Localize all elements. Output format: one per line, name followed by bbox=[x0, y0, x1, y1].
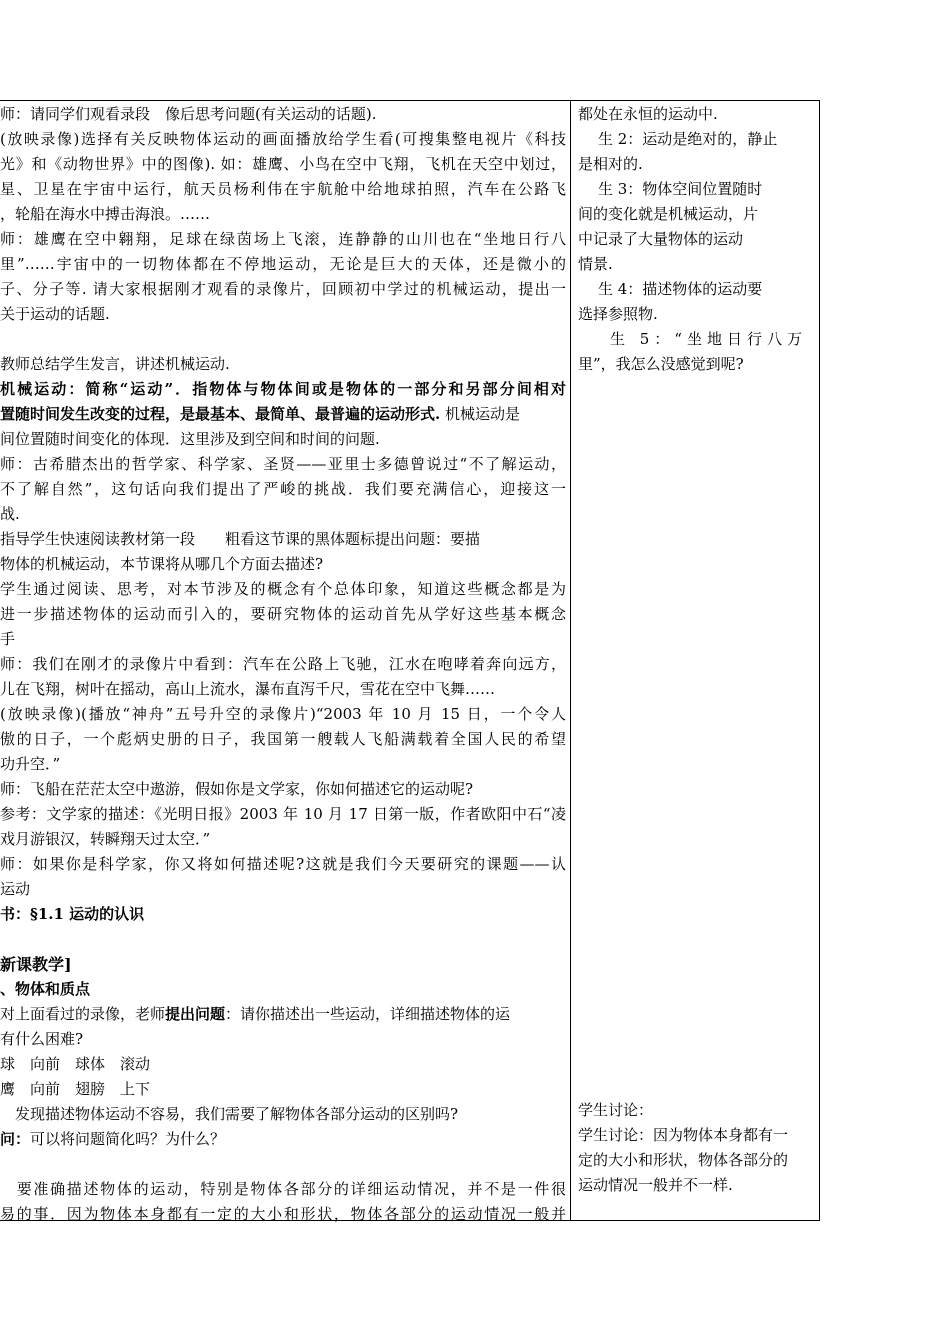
line-text: 里”……宇宙中的一切物体都在不停地运动，无论是巨大的天体，还是微小的 bbox=[0, 255, 566, 273]
lesson-line bbox=[0, 627, 566, 652]
line-text: 功升空．” bbox=[0, 755, 61, 773]
line-text: 戏月游银汉，转瞬翔天过太空．” bbox=[0, 830, 211, 848]
lesson-line bbox=[0, 1027, 566, 1052]
line-text: 要准确描述物体的运动，特别是物体各部分的详细运动情况，并不是一件很 bbox=[0, 1180, 566, 1198]
lesson-line bbox=[0, 827, 566, 852]
line-text: 机械运动是 bbox=[440, 405, 521, 423]
line-text: 不了解自然”，这句话向我们提出了严峻的挑战．我们要充满信心，迎接这一 bbox=[0, 480, 566, 498]
line-text: 球 向前 球体 滚动 bbox=[0, 1055, 151, 1073]
student-activity-column bbox=[578, 102, 816, 1198]
line-text: 星、卫星在宇宙中运行，航天员杨利伟在宇航舱中给地球拍照，汽车在公路飞 bbox=[0, 180, 566, 198]
line-text: ，轮船在海水中搏击海浪。…… bbox=[0, 205, 211, 223]
line-text: 间位置随时间变化的体现．这里涉及到空间和时间的问题. bbox=[0, 430, 380, 448]
lesson-line bbox=[0, 302, 566, 327]
line-text: 可以将问题简化吗？为什么？ bbox=[30, 1130, 226, 1148]
student-discussion-line: 定的大小和形状，物体各部分的 bbox=[578, 1151, 789, 1169]
student-discussion-line: 运动情况一般并不一样. bbox=[578, 1176, 733, 1194]
line-text: 学生通过阅读、思考，对本节涉及的概念有个总体印象，知道这些概念都是为 bbox=[0, 580, 566, 598]
lesson-line bbox=[0, 1202, 566, 1227]
lesson-line bbox=[0, 202, 566, 227]
lesson-line bbox=[0, 902, 566, 927]
line-text: 对上面看过的录像，老师 bbox=[0, 1005, 166, 1023]
lesson-line bbox=[0, 177, 566, 202]
line-text: 教师总结学生发言，讲述机械运动. bbox=[0, 355, 230, 373]
student-line: 生 2：运动是绝对的，静止 bbox=[598, 130, 778, 148]
lesson-line bbox=[0, 552, 566, 577]
lesson-line bbox=[0, 977, 566, 1002]
line-text: 参考：文学家的描述：《光明日报》2003 年 10 月 17 日第一版，作者欧阳中石“凌 bbox=[0, 805, 566, 823]
lesson-line bbox=[0, 152, 566, 177]
student-discussion-line: 学生讨论： bbox=[578, 1101, 654, 1119]
line-text: 师：如果你是科学家，你又将如何描述呢?这就是我们今天要研究的课题——认 bbox=[0, 855, 566, 873]
lesson-line bbox=[0, 727, 566, 752]
student-line: 情景. bbox=[578, 255, 613, 273]
lesson-line bbox=[0, 677, 566, 702]
lesson-line bbox=[0, 952, 566, 977]
teacher-activity-column bbox=[0, 102, 566, 1227]
line-text: 手 bbox=[0, 630, 16, 648]
lesson-line bbox=[0, 802, 566, 827]
lesson-line bbox=[0, 602, 566, 627]
student-discussion-line: 学生讨论：因为物体本身都有一 bbox=[578, 1126, 789, 1144]
line-text: 师：请同学们观看录段 像后思考问题(有关运动的话题). bbox=[0, 105, 377, 123]
student-line: 生 3：物体空间位置随时 bbox=[598, 180, 763, 198]
bold-text: 提出问题 bbox=[165, 1005, 226, 1023]
student-line: 中记录了大量物体的运动 bbox=[578, 230, 744, 248]
line-text: 子、分子等. 请大家根据刚才观看的录像片，回顾初中学过的机械运动，提出一 bbox=[0, 280, 566, 298]
line-text: 有什么困难? bbox=[0, 1030, 84, 1048]
lesson-line bbox=[0, 1102, 566, 1127]
line-text: 进一步描述物体的运动而引入的，要研究物体的运动首先从学好这些基本概念 bbox=[0, 605, 566, 623]
line-text: 运动 bbox=[0, 880, 31, 898]
lesson-line bbox=[0, 327, 566, 352]
student-line: 生 4：描述物体的运动要 bbox=[598, 280, 763, 298]
lesson-line bbox=[0, 127, 566, 152]
line-text: (放映录像)(播放“神舟”五号升空的录像片)“2003 年 10 月 15 日，一个令人 bbox=[0, 705, 566, 723]
lesson-line bbox=[0, 477, 566, 502]
student-line: 生 5：“坐地日行八万 bbox=[610, 330, 807, 348]
line-text: 关于运动的话题. bbox=[0, 305, 110, 323]
line-text: 物体的机械运动，本节课将从哪几个方面去描述? bbox=[0, 555, 324, 573]
line-text: (放映录像)选择有关反映物体运动的画面播放给学生看(可搜集整电视片《科技 bbox=[0, 130, 566, 148]
student-line: 间的变化就是机械运动，片 bbox=[578, 205, 759, 223]
lesson-line bbox=[0, 277, 566, 302]
lesson-line bbox=[0, 402, 566, 427]
bold-text: 、物体和质点 bbox=[0, 980, 91, 998]
lesson-line bbox=[0, 877, 566, 902]
lesson-line bbox=[0, 527, 566, 552]
bold-text: 书：§1.1 运动的认识 bbox=[0, 905, 145, 923]
line-text: 师：我们在刚才的录像片中看到：汽车在公路上飞驰，江水在咆哮着奔向远方， bbox=[0, 655, 566, 673]
bold-text: 问： bbox=[0, 1130, 31, 1148]
lesson-line bbox=[0, 702, 566, 727]
lesson-line bbox=[0, 652, 566, 677]
student-line: 都处在永恒的运动中. bbox=[578, 105, 718, 123]
lesson-line bbox=[0, 1177, 566, 1202]
lesson-line bbox=[0, 252, 566, 277]
line-text: 鹰 向前 翅膀 上下 bbox=[0, 1080, 151, 1098]
line-text: 师：雄鹰在空中翱翔，足球在绿茵场上飞滚，连静静的山川也在“坐地日行八 bbox=[0, 230, 566, 248]
line-text: 战. bbox=[0, 505, 20, 523]
line-text: 发现描述物体运动不容易，我们需要了解物体各部分运动的区别吗? bbox=[0, 1105, 459, 1123]
lesson-line bbox=[0, 1077, 566, 1102]
student-line: 是相对的. bbox=[578, 155, 643, 173]
lesson-line bbox=[0, 752, 566, 777]
lesson-line bbox=[0, 1127, 566, 1152]
line-text: 傲的日子，一个彪炳史册的日子，我国第一艘载人飞船满载着全国人民的希望 bbox=[0, 730, 566, 748]
lesson-line bbox=[0, 502, 566, 527]
lesson-line bbox=[0, 1002, 566, 1027]
student-line: 选择参照物. bbox=[578, 305, 658, 323]
line-text: 指导学生快速阅读教材第一段 粗看这节课的黑体题标提出问题：要描 bbox=[0, 530, 481, 548]
line-text: 师：古希腊杰出的哲学家、科学家、圣贤——亚里士多德曾说过“不了解运动， bbox=[0, 455, 566, 473]
lesson-line bbox=[0, 1152, 566, 1177]
student-line: 里”，我怎么没感觉到呢? bbox=[578, 355, 744, 373]
lesson-line bbox=[0, 427, 566, 452]
line-text: 易的事．因为物体本身都有一定的大小和形状，物体各部分的运动情况一般并 bbox=[0, 1205, 566, 1223]
lesson-line bbox=[0, 577, 566, 602]
lesson-line bbox=[0, 927, 566, 952]
lesson-line bbox=[0, 352, 566, 377]
lesson-line bbox=[0, 777, 566, 802]
line-text: 光》和《动物世界》中的图像). 如：雄鹰、小鸟在空中飞翔，飞机在天空中划过， bbox=[0, 155, 566, 173]
lesson-line bbox=[0, 377, 566, 402]
line-text: 儿在飞翔，树叶在摇动，高山上流水，瀑布直泻千尺，雪花在空中飞舞…… bbox=[0, 680, 496, 698]
lesson-line bbox=[0, 227, 566, 252]
line-text: ：请你描述出一些运动，详细描述物体的运 bbox=[225, 1005, 511, 1023]
lesson-line bbox=[0, 452, 566, 477]
column-spacer bbox=[578, 377, 816, 1098]
line-text: 师：飞船在茫茫太空中遨游，假如你是文学家，你如何描述它的运动呢? bbox=[0, 780, 474, 798]
bold-text: 新课教学] bbox=[0, 955, 72, 974]
bold-text: 置随时间发生改变的过程，是最基本、最简单、最普遍的运动形式. bbox=[0, 405, 441, 423]
column-divider bbox=[570, 100, 571, 1221]
lesson-line bbox=[0, 852, 566, 877]
bold-text: 机械运动：简称“运动”．指物体与物体间或是物体的一部分和另部分间相对 bbox=[0, 380, 566, 398]
lesson-line bbox=[0, 102, 566, 127]
lesson-line bbox=[0, 1052, 566, 1077]
